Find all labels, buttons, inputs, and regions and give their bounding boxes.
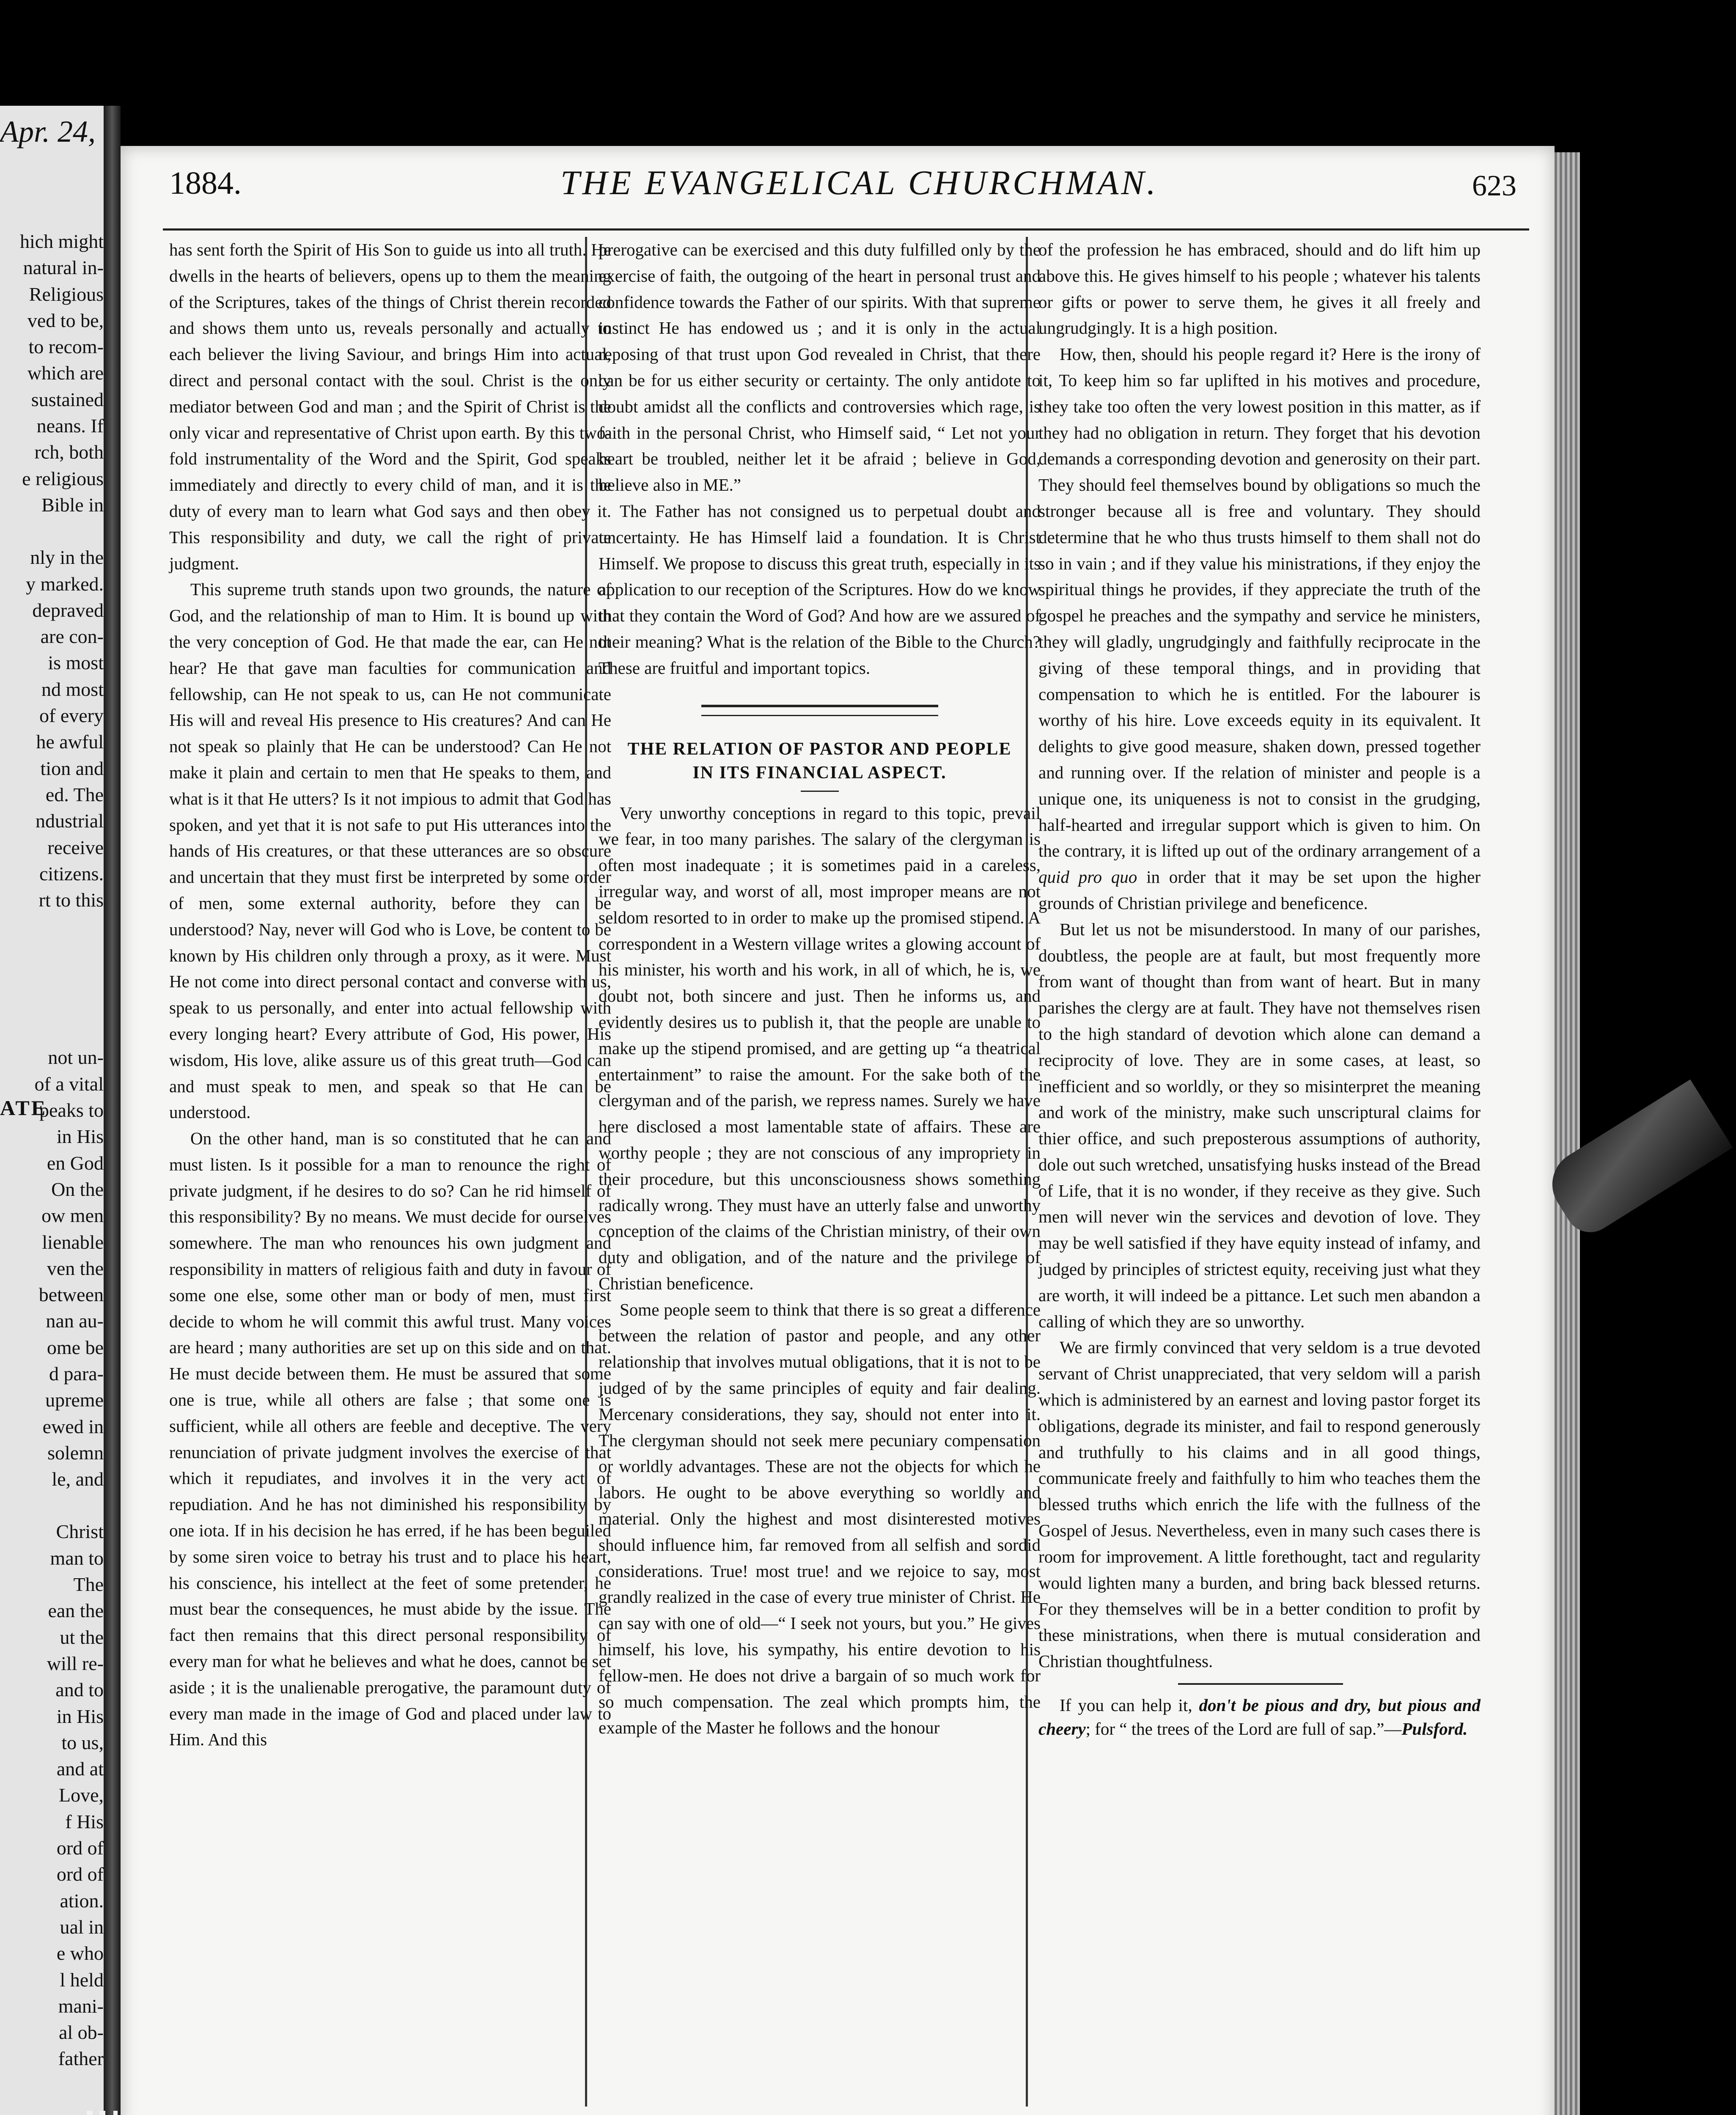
left-page-fragment-line: to recom- [28,336,104,358]
left-page-fragment-line: depraved [32,599,104,621]
book-edge [1555,152,1580,2115]
left-page-fragment-line: of a vital [34,1073,104,1095]
left-page-fragment-line: f His [65,1810,104,1832]
left-page-fragment-line: in His [56,1126,104,1148]
left-page-fragment-line: not un- [48,1047,104,1068]
closing-quote [1038,1693,1481,1741]
article-title-line-2: IN ITS FINANCIAL ASPECT. [692,763,947,783]
left-page-fragment-line: al ob- [58,2022,104,2044]
left-page-fragment-line: le, and [52,1468,104,1490]
latin-phrase: quid pro quo [1038,867,1137,887]
left-page-fragment-line: he awful [36,731,104,753]
left-page-fragment-line: ndustrial [36,810,104,832]
header-rule [163,228,1529,231]
left-page-fragment-line: ed. The [45,783,104,805]
left-page-fragment-line: nd most [41,678,104,700]
left-page-fragment-line: man to [50,1547,104,1569]
left-page-fragment-line: The [73,1574,104,1596]
left-page-fragment-line: rch, both [34,441,104,463]
left-page-fragment-line: mani- [58,1995,104,2017]
paragraph-gap [0,518,104,544]
left-page-fragments [0,228,104,2072]
publication-title: THE EVANGELICAL CHURCHMAN. [560,163,1158,202]
left-page-section-fragment: ATE [0,1096,47,1120]
paragraph: But let us not be misunderstood. In many of our parishes, doubtless, the people are at fault, but most frequently more from want of thought than from want of heart. But in many parishes the clergy are at fault. They have not themselves risen to the high standard of devotion which alone can demand a reciprocity of love. They are in some cases, at least, so inefficient and so worldly, or they so misinterpret the meaning and work of the ministry, make such unscriptural claims for thier office, and such preposterous assumptions of authority, dole out such wretched, unsatisfying husks instead of the Bread of Life, that it is no wonder, if they receive as they give. Such men will never win the services and devotion of love. They may be well satisfied if they have equity instead of infamy, and judged by principles of strictest equity, receiving just what they are worth, it will indeed be a pittance. Let such men abandon a calling of which they are so unworthy. [1038,919,1481,1331]
binding-bar [113,2111,118,2115]
column-3 [1038,237,1481,1741]
article-title-line-1: THE RELATION OF PASTOR AND PEOPLE [627,739,1012,759]
left-page-fragment-line: and at [56,1758,104,1780]
left-page-fragment-line: in His [56,1705,104,1727]
left-page-fragment-line: receive [47,836,104,858]
left-page-fragment-line: ean the [48,1600,104,1622]
left-page-fragment-line: upreme [45,1389,104,1411]
left-page-fragment-line: between [38,1284,104,1306]
left-page-fragment-line: ual in [60,1916,104,1938]
left-page-fragment-line: Bible in [41,494,104,516]
paragraph: We are firmly convinced that very seldom is a true devoted servant of Christ unappreciated, that very seldom will a parish which is administered by an earnest and loving pastor forget its obligations, degrade its minister, and fail to respond generously and truthfully to his claims and in all good things, communicate freely and faithfully to him who teaches them the blessed truths which enrich the life with the fullness of the Gospel of Jesus. Nevertheless, even in many such cases there is room for improvement. A little forethought, tact and regularity would lighten many a burden, and bring back blessed returns. For they themselves will be in a better condition to profit by these ministrations, when there is mutual consideration and Christian thoughtfulness. [1038,1338,1481,1671]
left-page-fragment-line: nan au- [46,1310,104,1332]
left-page-fragment-line: ved to be, [27,309,104,331]
left-page-fragment-line: of every [39,705,104,727]
left-page-fragment-line: is most [48,652,104,674]
left-page-fragment-line: lienable [42,1231,104,1253]
binding-bar [99,2111,105,2115]
column-1 [169,237,611,1753]
left-page-fragment-line: l held [60,1969,104,1991]
left-page-fragment-line: rt to this [38,889,104,911]
left-page-fragment-line: natural in- [23,257,104,279]
left-page-fragment-line: y marked. [26,573,104,595]
paragraph: The Father has not consigned us to perpetual doubt and uncertainty. He has Himself laid a foundation. It is Christ Himself. We propose to discuss this great truth, especially in its application to our reception of the Scriptures. How do we know that they contain the Word of God? And how are we assured of their meaning? What is the relation of the Bible to the Church? These are fruitful and important topics. [599,501,1041,678]
left-page-fragment-line: citizens. [39,862,104,884]
left-page-fragment-line: solemn [47,1442,104,1464]
article-title [599,737,1041,785]
page-header [121,146,1555,205]
quote-author: Pulsford. [1401,1719,1468,1739]
left-page-fragment-line: e religious [22,467,104,489]
left-page-fragment-line: nly in the [30,547,104,569]
quote-text: If you can help it, [1060,1695,1192,1715]
left-page-fragment-line: d para- [49,1362,104,1384]
left-page-fragment-line: will re- [47,1652,104,1674]
left-page-fragment-line: e who [56,1942,104,1964]
newspaper-page [121,146,1555,2115]
paragraph [1038,341,1481,917]
page-number: 623 [1472,170,1516,202]
paragraph-text: How, then, should his people regard it? Here is the irony of it, To keep him so far uplifted in his motives and procedure, they take too often the very lowest position in this matter, as if they had no obligation in return. They forget that his devotion demands a corresponding devotion and generosity on their part. They should feel themselves bound by obligations so much the stronger because all is free and voluntary. They should determine that he who thus trusts himself to them shall not do so in vain ; and if they value his ministrations, if they enjoy the spiritual things he provides, if they appreciate the truth of the gospel he preaches and the sympathy and service he ministers, they will gladly, ungrudgingly and faithfully reciprocate in the giving of these temporal things, and in providing that compensation to which he is entitled. For the labourer is worthy of his hire. Love exceeds equity in its equivalent. It delights to give good measure, shaken down, pressed together and running over. If the relation of minister and people is a unique one, its uniqueness is not to consist in the grudging, half-hearted and irregular support which is given to him. On the contrary, it is lifted up out of the ordinary arrangement of a [1038,344,1481,861]
left-page-fragment-line: are con- [40,626,104,648]
left-page-fragment-line: to us, [61,1731,104,1753]
quote-text: ; for “ the trees of the Lord are full of sap.”— [1085,1719,1402,1739]
left-page-fragment-line: On the [51,1178,104,1200]
left-page-fragment-line: sustained [31,388,104,410]
paragraph: has sent forth the Spirit of His Son to guide us into all truth. He dwells in the hearts of believers, opens up to them the meaning of the Scriptures, takes of the things of Christ therein recorded and shows them unto us, reveals personally and actually to each believer the living Saviour, and brings Him into actual, direct and personal contact with the soul. Christ is the only mediator between God and man ; and the Spirit of Christ is the only vicar and representative of Christ upon earth. By this two-fold instrumentality of the Word and the Spirit, God speaks immediately and directly to every child of man, and it is the duty of every man to learn what God says and then obey it. This responsibility and duty, we call the right of private judgment. [169,240,611,573]
left-page-fragment-line: Christ [56,1521,104,1543]
left-page-fragment-line: ord of [56,1863,104,1885]
book-spine [104,106,121,2115]
paragraph: of the profession he has embraced, should and do lift him up above this. He gives himself to his people ; whatever his talents or gifts or power to serve them, he gives it all freely and ungrudgingly. It is a high position. [1038,240,1481,338]
paragraph: Some people seem to think that there is so great a difference between the relation of pastor and people, and any other relationship that involves mutual obligations, that it is not to be judged of by the same principles of equity and fair dealing. Mercenary considerations, they say, should not enter into it. The clergyman should not seek mere pecuniary compensation or worldly advantages. These are not the objects for which he labors. He ought to be above everything so worldly and material. Only the highest and most disinterested motives should influence him, far removed from all selfish and sordid considerations. True! most true! and we rejoice to say, most grandly realized in the case of every true minister of Christ. He can say with one of old—“ I seek not yours, but you.” He gives himself, his love, his sympathy, his entire devotion to his fellow-men. He does not drive a bargain of so much work for so much compensation. The zeal which prompts him, the example of the Master he follows and the honour [599,1299,1041,1738]
paragraph: prerogative can be exercised and this duty fulfilled only by the exercise of faith, the outgoing of the heart in personal trust and confidence towards the Father of our spirits. With that supreme instinct He has endowed us ; and it is only in the actual reposing of that trust upon God revealed in Christ, that there can be for us either security or certainty. The only antidote to doubt amidst all the conflicts and controversies which rage, is faith in the personal Christ, who Himself said, “ Let not your heart be troubled, neither let it be afraid ; believe in God, believe also in ME.” [599,240,1041,495]
left-facing-page [0,106,104,2115]
paragraph: Very unworthy conceptions in regard to this topic, prevail we fear, in too many parishes. The salary of the clergyman is often most inadequate ; it is sometimes paid in a careless, irregular way, and worst of all, most improper means are not seldom resorted to in order to make up the promised stipend. A correspondent in a Western village writes a glowing account of his minister, his worth and his work, in all of which, he is, we doubt not, both sincere and just. Then he informs us, and evidently desires us to publish it, that the people are unable to make up the stipend promised, and are getting up “a theatrical entertainment” to raise the amount. For the sake both of the clergyman and of the parish, we repress names. Surely we have here disclosed a most lamentable state of affairs. These are worthy people ; they are not conscious of any impropriety in their procedure, but this unconsciousness shows something radically wrong. They must have an utterly false and unworthy conception of the claims of the Christian ministry, of their own duty and obligation, and of the nature and the privilege of Christian beneficence. [599,803,1041,1293]
left-page-fragment-line: ut the [60,1626,104,1648]
left-page-fragment-line: tion and [40,757,104,779]
left-page-fragment-line: Religious [29,283,104,305]
left-page-header: Apr. 24, [0,115,96,148]
left-page-fragment-line: ome be [47,1336,104,1358]
left-page-fragment-line: peaks to [39,1099,104,1121]
left-page-fragment-line: hich might [19,231,104,252]
paragraph: This supreme truth stands upon two grounds, the nature of God, and the relationship of man to Him. It is bound up with the very conception of God. He that made the ear, can He not hear? He that gave man faculties for communication and fellowship, can He not speak to us, can He not communicate His will and reveal His presence to His creatures? And can He not speak so plainly that He can be understood? Can He not make it plain and certain to men that He speaks to them, and what is it that He utters? Is it not impious to admit that God has spoken, and yet that it is not safe to put His utterances into the hands of His creatures, or that these utterances are so obscure and uncertain that they must first be interpreted by some order of men, some external authority, before they can be understood? Nay, never will God who is Love, be content to be known by His children only through a proxy, as it were. Must He not come into direct personal contact and converse with us, speak to us personally, and enter into actual fellowship with every longing heart? Every attribute of God, His power, His wisdom, His love, alike assure us of this great truth—God can and must speak to men, and speak so that He can be understood. [169,580,611,1122]
paragraph-gap [0,1492,104,1519]
left-page-fragment-line: Love, [58,1784,104,1806]
left-page-fragment-line: and to [55,1679,104,1701]
quote-emphasis: don't be pious and dry, but pious and cheery [1038,1695,1481,1739]
binding-bar [87,2111,93,2115]
left-page-fragment-line: ow men [41,1205,104,1227]
title-rule [801,791,839,792]
section-gap [0,913,104,1044]
left-page-fragment-line: which are [27,362,104,384]
column-2 [599,237,1041,1741]
paragraph-text: in order that it may be set upon the higher grounds of Christian privilege and beneficence. [1038,867,1481,913]
section-divider [701,705,938,716]
left-page-fragment-line: ven the [47,1257,104,1279]
left-page-fragment-line: ord of [56,1837,104,1859]
left-page-fragment-line: father [58,2048,104,2070]
left-page-fragment-line: ewed in [42,1415,104,1437]
left-page-fragment-line: ation. [60,1890,104,1912]
article-end-rule [1178,1683,1343,1685]
header-year: 1884. [169,165,242,201]
paragraph: On the other hand, man is so constituted that he can and must listen. Is it possible for a man to renounce the right of private judgment, if he desires to do so? Can he rid himself of this responsibility? By no means. We must decide for ourselves somewhere. The man who renounces his own judgment and responsibility in matters of religious faith and duty in favour of some one else, some other man or body of men, must first decide to whom he will commit this awful trust. Many voices are heard ; many authorities are set up on this side and on that. He must decide between them. He must be assured that some one is true, while all others are false ; that some one is sufficient, while all others are feeble and deceptive. The very renunciation of private judgment involves the exercise of that which it repudiates, and involves it in the very act of repudiation. And he has not diminished his responsibility by one iota. If in his decision he has erred, if he has been beguiled by some siren voice to betray his trust and to place his heart, his conscience, his intellect at the feet of some pretender, he must bear the consequences, he must abide by the issue. The fact then remains that this direct personal responsibility of every man for what he believes and what he does, cannot be set aside ; it is the unalienable prerogative, the paramount duty of every man made in the image of God and placed under law to Him. And this [169,1129,611,1750]
left-page-fragment-line: en God [47,1152,104,1174]
left-page-fragment-line: neans. If [36,415,104,437]
